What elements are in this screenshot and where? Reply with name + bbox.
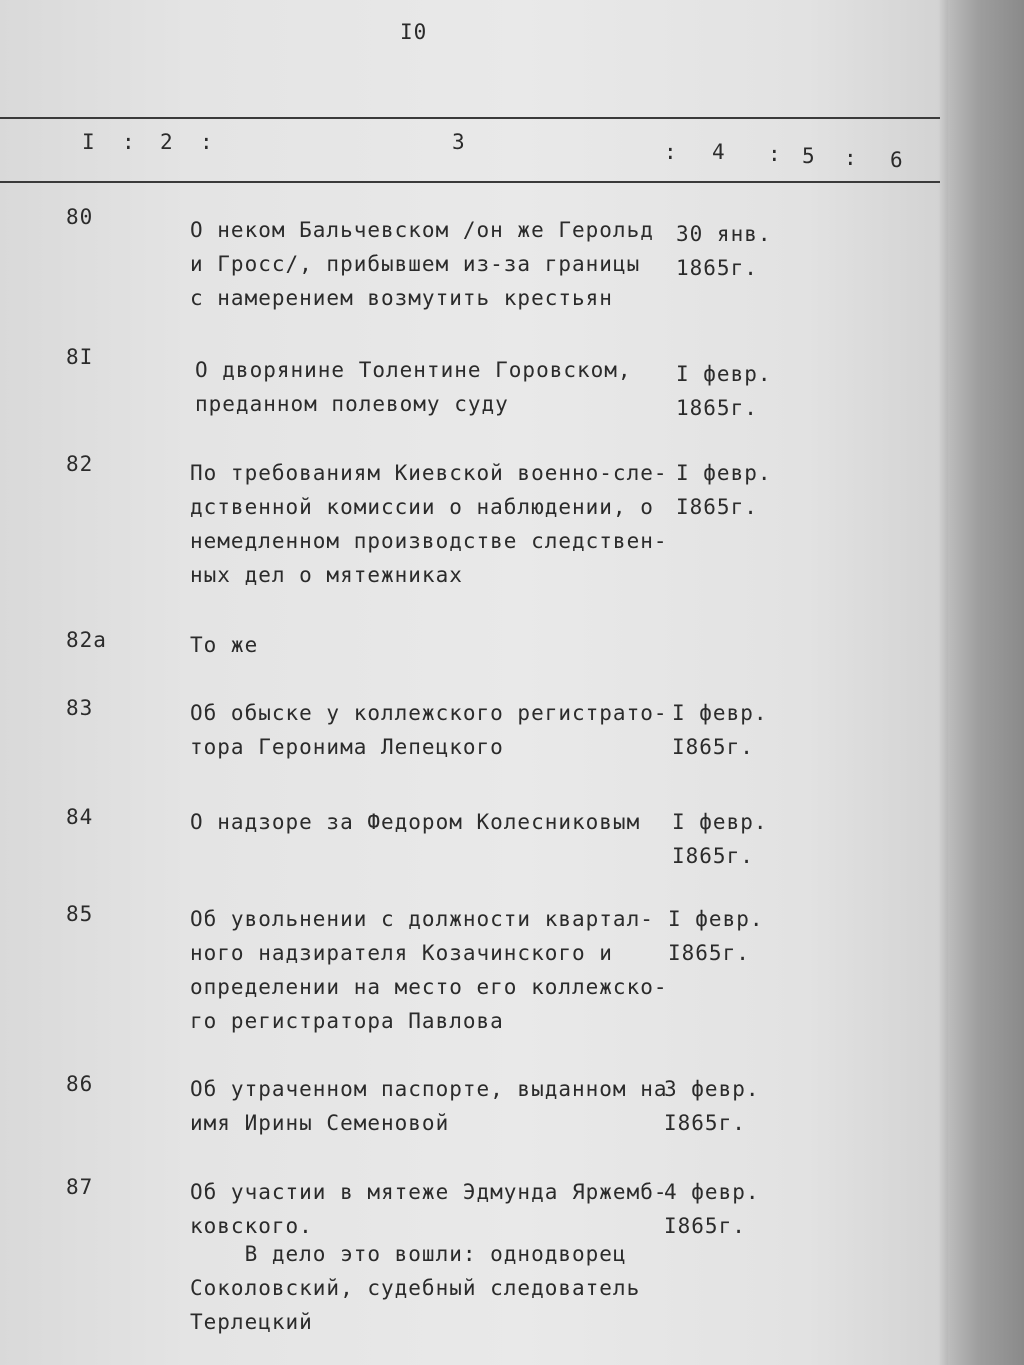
description-line: и Гросс/, прибывшем из-за границы xyxy=(190,252,641,276)
entry-date xyxy=(676,456,796,524)
entry-description xyxy=(190,456,668,592)
entry-number: 85 xyxy=(66,902,94,926)
entry-number: 82 xyxy=(66,452,94,476)
entry-number: 84 xyxy=(66,805,94,829)
entry-date xyxy=(676,357,796,425)
date-line: 3 февр. xyxy=(664,1077,760,1101)
header-rule-bottom xyxy=(0,181,940,183)
date-line: 1865г. xyxy=(676,256,758,280)
entry-date xyxy=(672,805,792,873)
description-line: немедленном производстве следствен- xyxy=(190,529,668,553)
description-line: тора Геронима Лепецкого xyxy=(190,735,504,759)
entry-number: 8I xyxy=(66,345,94,369)
description-line: определении на место его коллежско- xyxy=(190,975,668,999)
description-line: дственной комиссии о наблюдении, о xyxy=(190,495,654,519)
description-line: О дворянине Толентине Горовском, xyxy=(195,358,632,382)
column-header-1: I xyxy=(82,130,96,154)
entry-description xyxy=(190,1175,668,1243)
header-rule-top xyxy=(0,117,940,119)
entry-description xyxy=(190,1072,668,1140)
column-header-2: 2 xyxy=(160,130,174,154)
column-header-4: 4 xyxy=(712,140,726,164)
date-line: I865г. xyxy=(672,735,754,759)
description-line: ных дел о мятежниках xyxy=(190,563,463,587)
description-line: имя Ирины Семеновой xyxy=(190,1111,450,1135)
entry-description xyxy=(190,628,660,662)
column-separator: : xyxy=(200,130,214,154)
entry-number: 86 xyxy=(66,1072,94,1096)
note-line: Терлецкий xyxy=(190,1310,313,1334)
description-line: ковского. xyxy=(190,1214,313,1238)
entry-date xyxy=(664,1175,784,1243)
description-line: Об увольнении с должности квартал- xyxy=(190,907,654,931)
date-line: I865г. xyxy=(664,1111,746,1135)
entry-description xyxy=(190,902,668,1038)
column-header-3: 3 xyxy=(452,130,466,154)
description-line: О неком Бальчевском /он же Герольд xyxy=(190,218,654,242)
entry-number: 80 xyxy=(66,205,94,229)
column-separator: : xyxy=(768,142,782,166)
entry-date xyxy=(664,1072,784,1140)
date-line: I февр. xyxy=(676,362,772,386)
date-line: I865г. xyxy=(676,495,758,519)
date-line: 4 февр. xyxy=(664,1180,760,1204)
note-line: Соколовский, судебный следователь xyxy=(190,1276,641,1300)
note-line: В дело это вошли: однодворец xyxy=(190,1242,627,1266)
page-edge-shadow xyxy=(948,0,1024,1365)
column-header-5: 5 xyxy=(802,144,816,168)
entry-date xyxy=(672,696,792,764)
entry-date xyxy=(676,217,796,285)
column-separator: : xyxy=(122,130,136,154)
date-line: I февр. xyxy=(676,461,772,485)
description-line: По требованиям Киевской военно-сле- xyxy=(190,461,668,485)
date-line: I865г. xyxy=(668,941,750,965)
column-separator: : xyxy=(664,140,678,164)
description-line: ного надзирателя Козачинского и xyxy=(190,941,613,965)
description-line: Об обыске у коллежского регистрато- xyxy=(190,701,668,725)
description-line: О надзоре за Федором Колесниковым xyxy=(190,810,641,834)
date-line: I февр. xyxy=(668,907,764,931)
entry-date xyxy=(668,902,788,970)
entry-description xyxy=(190,805,660,839)
column-separator: : xyxy=(844,146,858,170)
description-line: Об утраченном паспорте, выданном на xyxy=(190,1077,668,1101)
entry-description xyxy=(195,353,665,421)
column-header-6: 6 xyxy=(890,148,904,172)
entry-number: 87 xyxy=(66,1175,94,1199)
date-line: I865г. xyxy=(672,844,754,868)
description-line: го регистратора Павлова xyxy=(190,1009,504,1033)
description-line: преданном полевому суду xyxy=(195,392,509,416)
date-line: I февр. xyxy=(672,701,768,725)
date-line: I февр. xyxy=(672,810,768,834)
page-number: I0 xyxy=(400,20,428,44)
entry-number: 83 xyxy=(66,696,94,720)
description-line: То же xyxy=(190,633,259,657)
date-line: 30 янв. xyxy=(676,222,772,246)
description-line: Об участии в мятеже Эдмунда Яржемб- xyxy=(190,1180,668,1204)
entry-description xyxy=(190,696,668,764)
date-line: 1865г. xyxy=(676,396,758,420)
entry-number: 82а xyxy=(66,628,107,652)
entry-note xyxy=(190,1237,670,1339)
entry-description xyxy=(190,213,660,315)
description-line: с намерением возмутить крестьян xyxy=(190,286,613,310)
page-fold-shadow xyxy=(938,0,948,1365)
date-line: I865г. xyxy=(664,1214,746,1238)
